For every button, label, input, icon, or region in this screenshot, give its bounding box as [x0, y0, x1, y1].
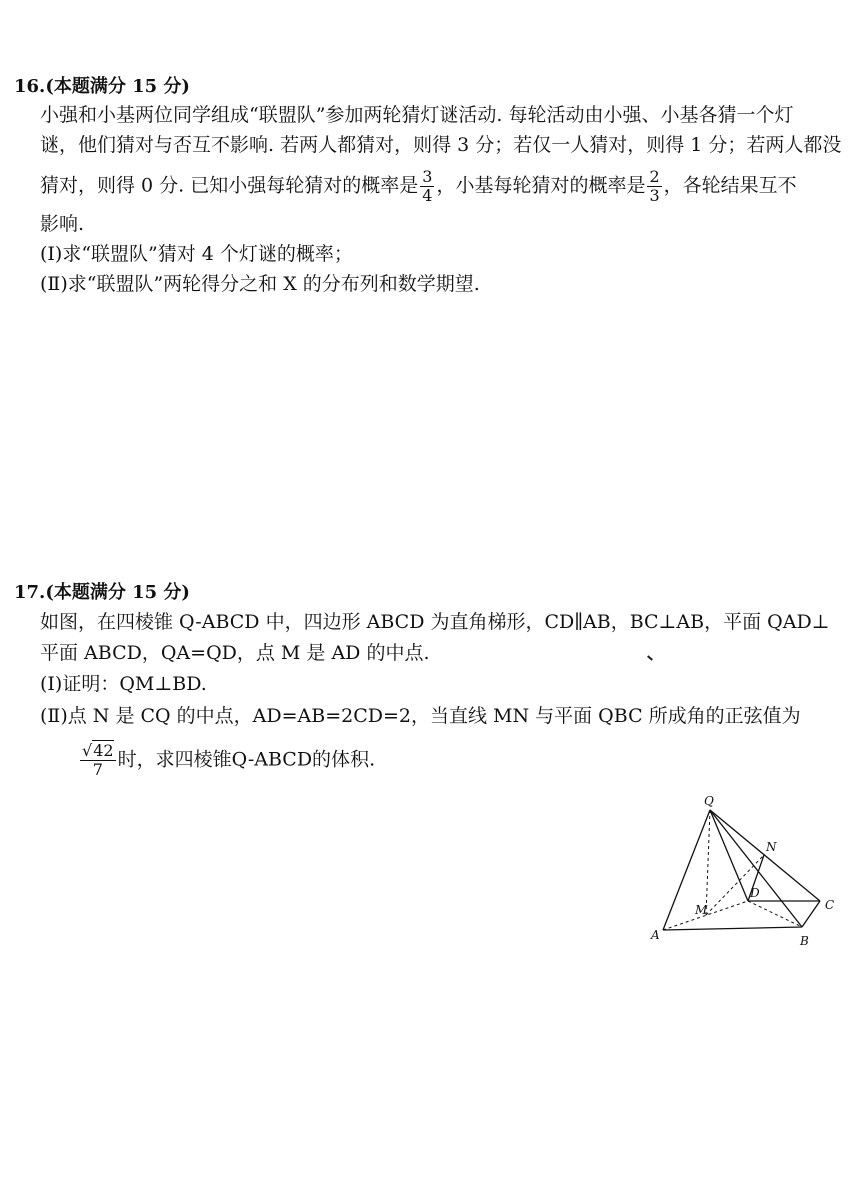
fraction-numerator: 3 [422, 167, 433, 186]
edge-QB [710, 810, 802, 927]
q17-line1: 如图，在四棱锥 Q-ABCD 中，四边形 ABCD 为直角梯形，CD∥AB，BC⊥AB，平面 QAD⊥ [40, 611, 830, 633]
q17-part2-cont [78, 742, 375, 779]
q17-part1: (Ⅰ)证明：QM⊥BD. [40, 673, 207, 695]
q16-title: 16.(本题满分 15 分) [14, 76, 190, 97]
q16-line3b: ，小基每轮猜对的概率是 [436, 174, 646, 197]
fraction-denominator: 7 [92, 760, 103, 779]
q16-line2: 谜，他们猜对与否互不影响. 若两人都猜对，则得 3 分；若仅一人猜对，则得 1 分；若两人都没 [40, 134, 842, 156]
fraction-numerator: 2 [649, 167, 660, 186]
q16-line3c: ，各轮结果互不 [663, 174, 797, 197]
label-D: D [750, 886, 760, 900]
fraction-numerator [80, 742, 116, 761]
q16-line3a: 猜对，则得 0 分. 已知小强每轮猜对的概率是 [40, 174, 419, 197]
edge-AB [663, 927, 802, 930]
edge-BC [802, 901, 820, 927]
fraction-sqrt42-7 [80, 742, 116, 779]
fraction-3-4 [420, 168, 434, 205]
fraction-denominator: 4 [422, 186, 433, 205]
edge-QD [710, 810, 748, 901]
radicand: 42 [93, 741, 114, 760]
pyramid-figure [640, 785, 850, 960]
label-M: M [695, 903, 708, 917]
segment-QM [706, 810, 710, 915]
q17-part2-end: 时，求四棱锥Q-ABCD的体积. [117, 748, 376, 771]
q17-part2: (Ⅱ)点 N 是 CQ 的中点，AD=AB=2CD=2，当直线 MN 与平面 QBC 所成角的正弦值为 [40, 705, 801, 727]
q17-title: 17.(本题满分 15 分) [14, 582, 190, 603]
q17-line2: 平面 ABCD，QA=QD，点 M 是 AD 的中点. [40, 642, 430, 664]
q16-line3 [40, 168, 797, 205]
fraction-2-3 [647, 168, 661, 205]
segment-MN [706, 855, 764, 915]
q16-part2: (Ⅱ)求“联盟队”两轮得分之和 X 的分布列和数学期望. [40, 273, 480, 295]
stray-mark [647, 655, 653, 660]
sqrt-symbol: √42 [82, 741, 114, 760]
label-B: B [800, 934, 809, 948]
q16-part1: (Ⅰ)求“联盟队”猜对 4 个灯谜的概率； [40, 243, 353, 265]
fraction-denominator: 3 [649, 186, 660, 205]
q16-line4: 影响. [40, 213, 85, 235]
label-N: N [766, 840, 777, 854]
diagonal-BD [748, 901, 802, 927]
label-C: C [825, 898, 835, 912]
q16-line1: 小强和小基两位同学组成“联盟队”参加两轮猜灯谜活动. 每轮活动由小强、小基各猜一个灯 [40, 104, 794, 126]
label-Q: Q [704, 794, 714, 808]
label-A: A [651, 928, 660, 942]
edge-QC [710, 810, 820, 901]
